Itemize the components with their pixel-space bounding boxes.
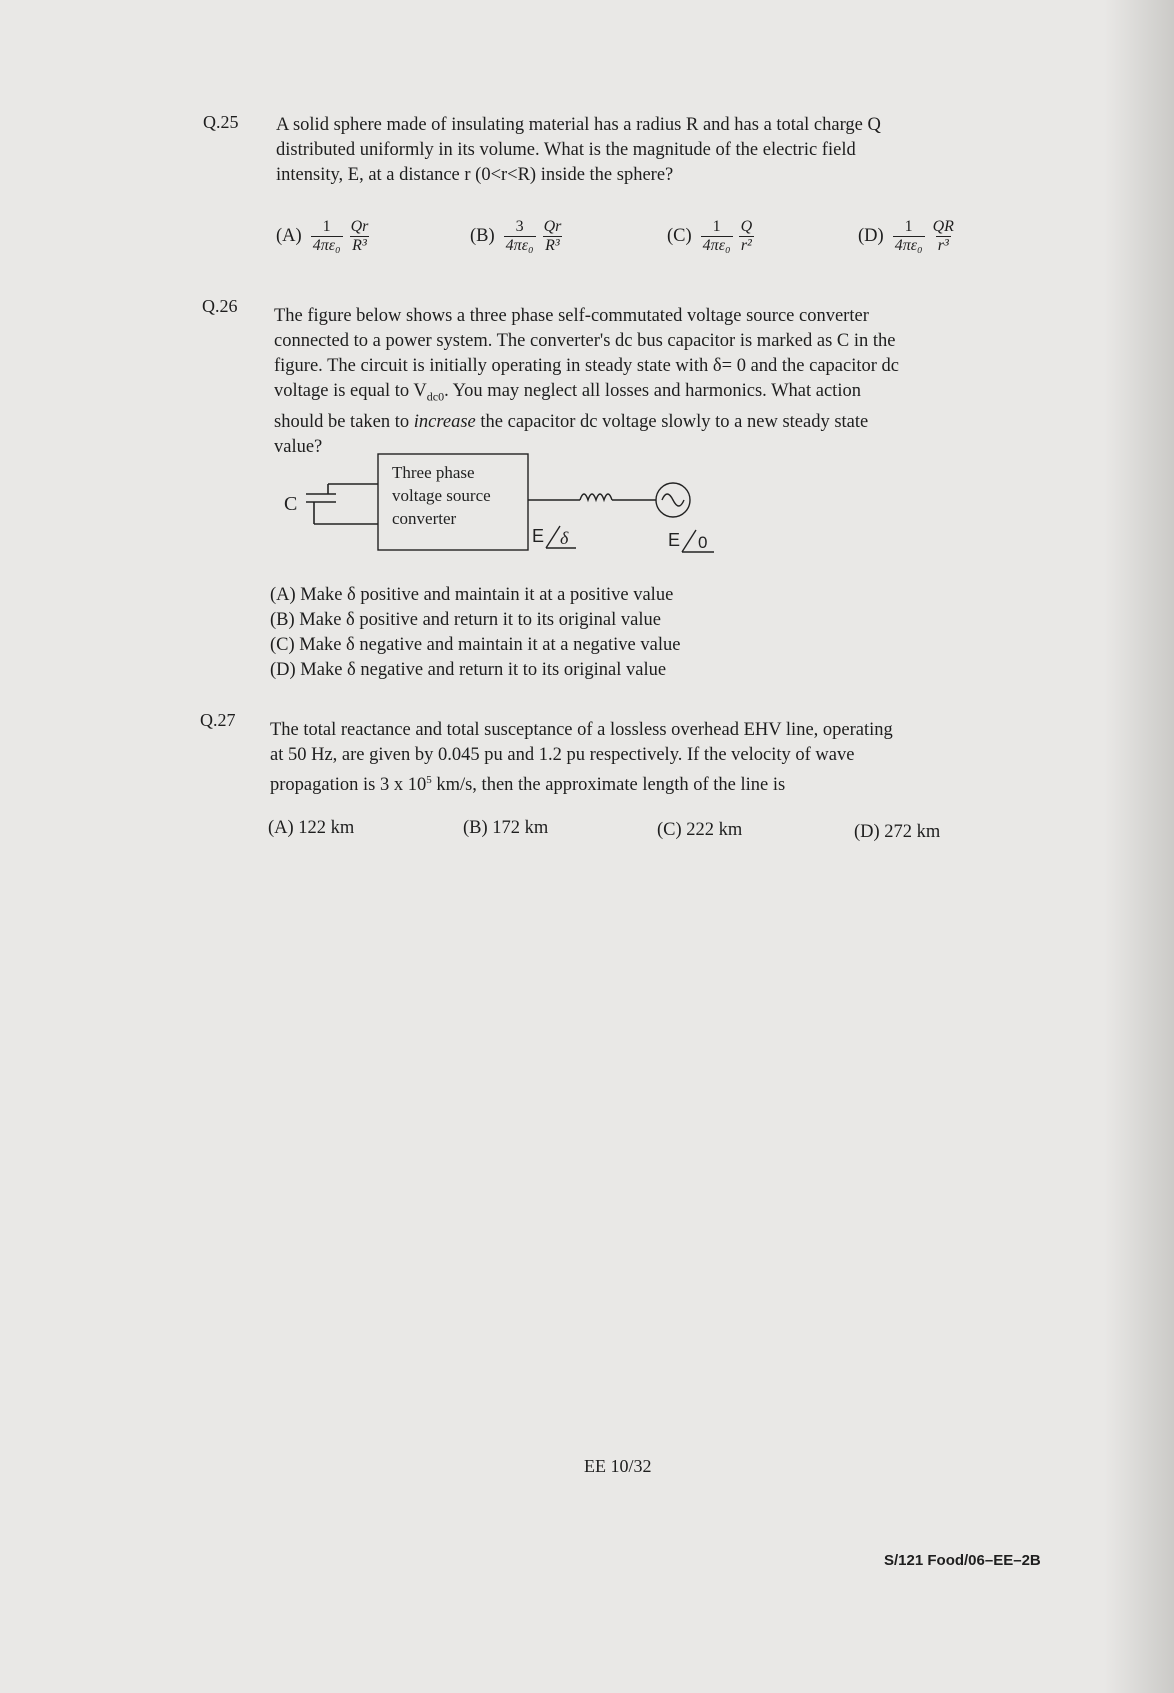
page-edge-shadow [1104,0,1174,1693]
q26-line-4 [274,379,1034,410]
q25-line-3: intensity, E, at a distance r (0<r<R) inside the sphere? [276,165,674,185]
coef-fraction [893,218,925,255]
coef-fraction [504,218,536,255]
var-fraction [349,218,371,255]
frac-num: 1 [904,218,913,235]
q27-line-3-a: propagation is 3 x 10 [270,775,427,796]
frac-num: 1 [712,218,721,235]
q26-increase-word: increase [413,411,476,432]
q26-option-b: (B) Make δ positive and return it to its original value [270,610,661,630]
frac-den: 4πε₀ [702,237,731,254]
box-line-2: voltage source [392,486,491,505]
ac-source-symbol [656,483,690,517]
q27-number: Q.27 [200,710,236,730]
frac-num: 1 [322,218,331,235]
q26-line-2: connected to a power system. The converter's dc bus capacitor is marked as C in the [274,331,896,351]
frac-den: R³ [352,237,367,254]
frac-den: 4πε₀ [312,237,341,254]
vdc-subscript: dc0 [426,389,445,404]
right-voltage-symbol: E [668,530,681,550]
q25-option-a [276,218,373,255]
q26-line-4-a: voltage is equal to V [274,381,427,401]
coef-fraction [701,218,733,255]
inductor-line [528,494,656,500]
q26-option-d: (D) Make δ negative and return it to its original value [270,660,667,680]
q26-option-c: (C) Make δ negative and maintain it at a negative value [270,635,681,655]
q25-line-2: distributed uniformly in its volume. What is the magnitude of the electric field [276,140,856,160]
frac-num: Qr [543,218,562,235]
coef-fraction [311,218,343,255]
left-angle: δ [560,528,569,548]
q27-exponent: 5 [426,774,432,786]
option-label: (B) [470,226,495,246]
frac-num: 3 [515,218,524,235]
option-label: (C) [667,226,692,246]
q25-option-b [470,218,566,255]
q27-line-3-b: km/s, then the approximate length of the line is [431,775,786,796]
receiving-voltage-label [668,530,714,552]
frac-den: r³ [937,237,949,254]
frac-num: Qr [350,218,369,235]
sending-voltage-label [532,526,576,548]
frac-num: Q [740,218,753,235]
q26-options [270,583,680,683]
q27-text [270,718,1030,798]
converter-circuit-diagram [270,450,740,570]
q26-line-5-a: should be taken to [274,411,410,432]
option-label: (D) [858,226,884,246]
q26-line-3: figure. The circuit is initially operating in steady state with δ= 0 and the capacitor dc [274,356,900,376]
left-voltage-symbol: E [532,526,545,546]
q26-line-5-b: the capacitor dc voltage slowly to a new steady state [480,411,869,432]
q25-number: Q.25 [203,112,239,132]
q26-line-6: value? [274,436,323,457]
q26-line-1: The figure below shows a three phase self-commutated voltage source converter [274,306,869,326]
frac-num: QR [932,218,954,235]
option-label: (A) [276,226,302,246]
q26-number: Q.26 [202,296,238,316]
q25-option-c [667,218,757,255]
q27-option-b: (B) 172 km [463,818,549,838]
var-fraction [739,218,755,255]
q27-option-c: (C) 222 km [657,820,743,840]
q26-line-4-b: . You may neglect all losses and harmonics. What action [444,381,861,401]
page-number: EE 10/32 [584,1456,652,1476]
box-line-1: Three phase [392,463,475,482]
capacitor-symbol [306,484,378,524]
q27-line-1: The total reactance and total susceptance of a lossless overhead EHV line, operating [270,720,893,740]
var-fraction [931,218,956,255]
var-fraction [542,218,564,255]
right-angle: 0 [698,533,708,552]
capacitor-label: C [284,493,298,515]
q26-text [274,304,1034,460]
q26-option-a: (A) Make δ positive and maintain it at a positive value [270,585,674,605]
q26-line-5 [274,410,1034,435]
q27-option-a: (A) 122 km [268,818,355,838]
q27-option-d: (D) 272 km [854,822,941,842]
q25-text [276,113,996,188]
q25-option-d [858,218,959,255]
box-line-3: converter [392,509,457,528]
booklet-code: S/121 Food/06–EE–2B [884,1552,1041,1569]
frac-den: r² [740,237,752,254]
frac-den: 4πε₀ [505,237,534,254]
frac-den: R³ [545,237,560,254]
q27-line-3 [270,768,1030,798]
frac-den: 4πε₀ [894,237,923,254]
q27-line-2: at 50 Hz, are given by 0.045 pu and 1.2 pu respectively. If the velocity of wave [270,745,855,765]
q25-line-1: A solid sphere made of insulating material has a radius R and has a total charge Q [276,115,881,135]
